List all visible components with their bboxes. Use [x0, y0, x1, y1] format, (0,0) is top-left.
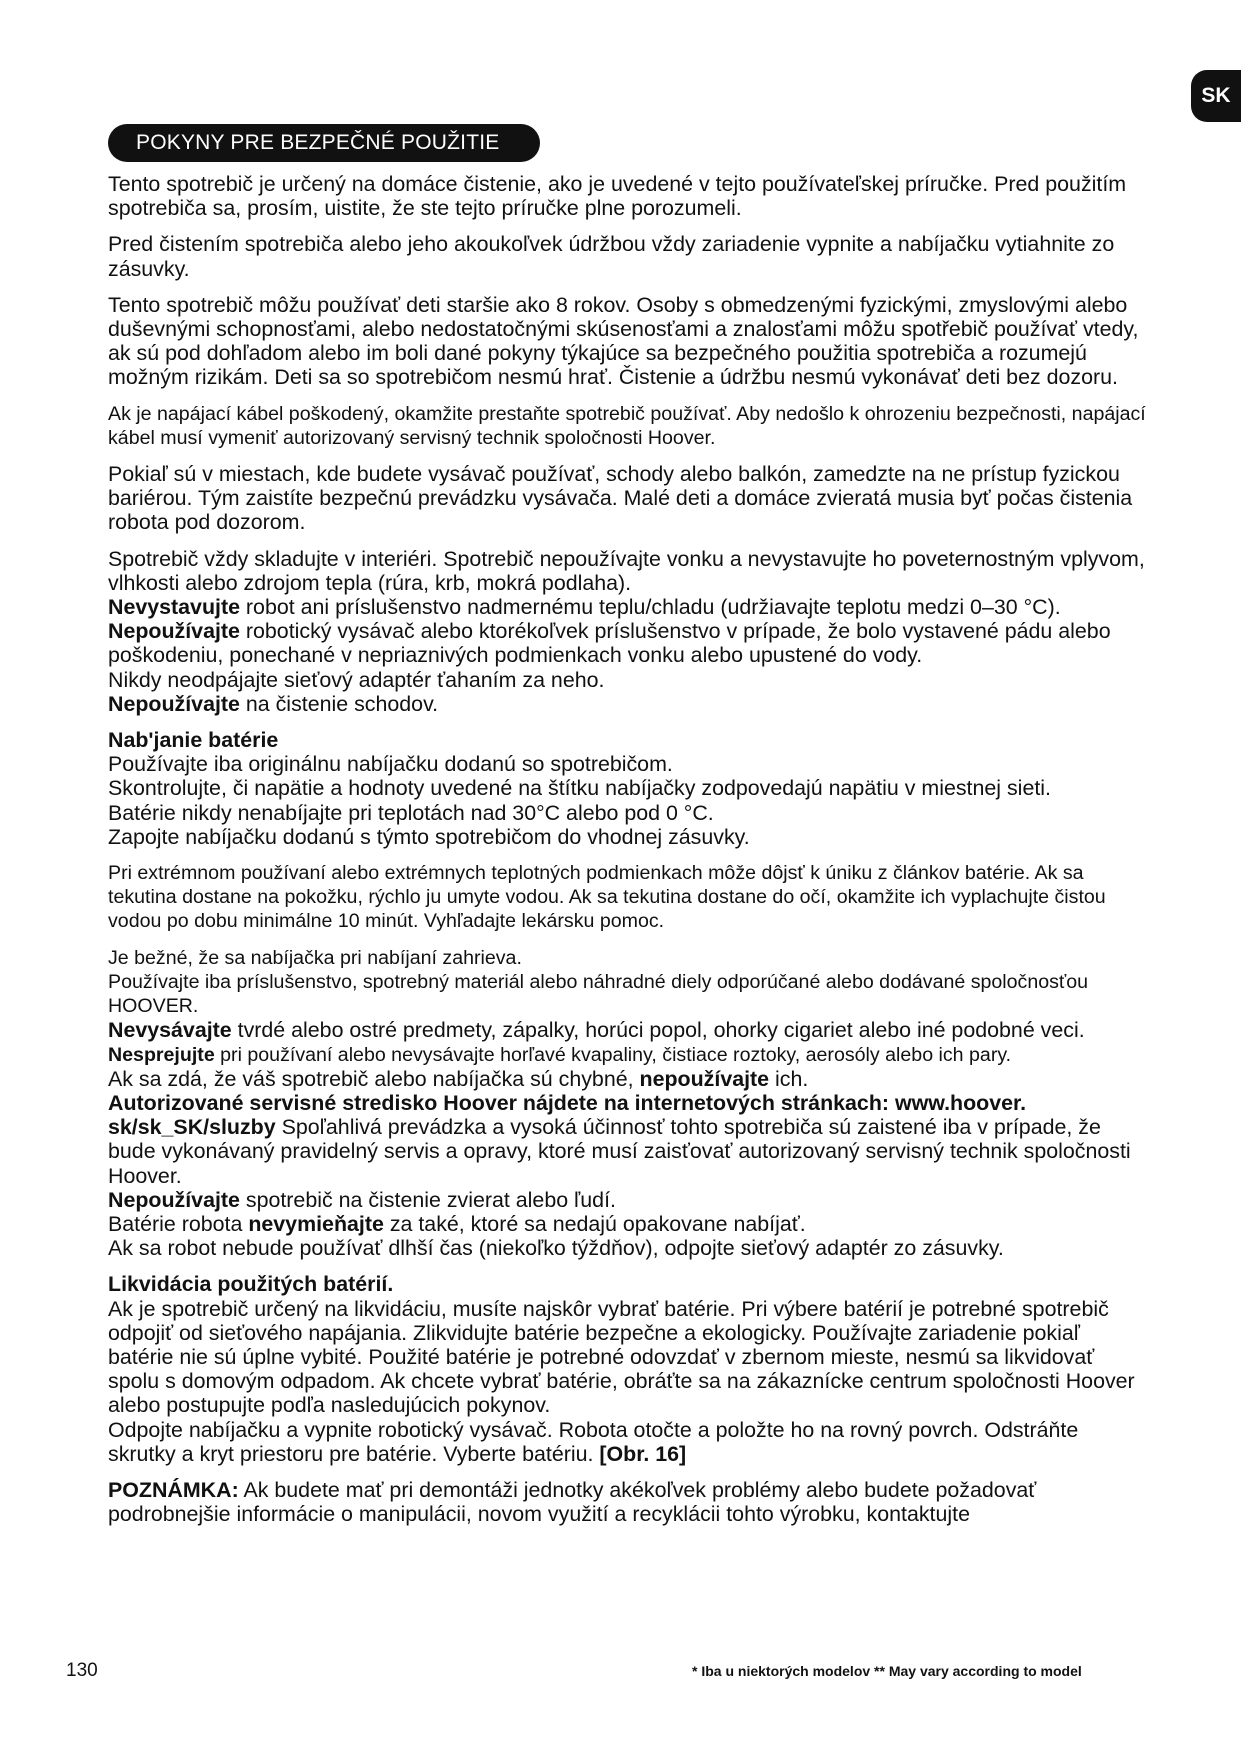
- paragraph: [108, 1212, 1148, 1236]
- bold-text: Nevysávajte: [108, 1018, 232, 1043]
- paragraph: Ak sa robot nebude používať dlhší čas (niekoľko týždňov), odpojte sieťový adaptér zo zásuvky.: [108, 1236, 1004, 1261]
- bold-text: nevymieňajte: [248, 1211, 384, 1236]
- bold-text: Nepoužívajte: [108, 691, 240, 716]
- text: tvrdé alebo ostré predmety, zápalky, horúci popol, ohorky cigariet alebo iné podobné veci.: [231, 1018, 1085, 1043]
- paragraph: [108, 1478, 1148, 1526]
- bold-text: Nesprejujte: [108, 1043, 215, 1066]
- text: Ak budete mať pri demontáži jednotky akékoľvek problémy alebo budete požadovať podrobnejšie informácie o manipulácii, novom využití a recyklácii tohto výrobku, kontaktujte: [108, 1477, 1037, 1527]
- text: robot ani príslušenstvo nadmernému teplu/chladu (udržiavajte teplotu medzi 0–30 °C).: [239, 595, 1061, 620]
- text: Odpojte nabíjačku a vypnite robotický vysávač. Robota otočte a položte ho na rovný povrch. Odstráňte skrutky a kryt priestoru pre batérie. Vyberte batériu.: [108, 1417, 1079, 1466]
- text: za také, ktoré sa nedajú opakovane nabíjať.: [383, 1211, 806, 1236]
- paragraph: Pri extrémnom používaní alebo extrémnych teplotných podmienkach môže dôjsť k úniku z článkov batérie. Ak sa tekutina dostane na pokožku, rýchlo ju umyte vodou. Ak sa tekutina dostane do očí, okamžite ich vyplachujte čistou vodou po dobu minimálne 10 minút. Vyhľadajte lekársku pomoc.: [108, 862, 1106, 933]
- paragraph: Je bežné, že sa nabíjačka pri nabíjaní zahrieva.: [108, 946, 522, 969]
- paragraph: [108, 1418, 1148, 1466]
- bold-text: Autorizované servisné stredisko Hoover nájdete na internetových stránkach: www.hoover. sk/sk_SK/sluzby: [108, 1090, 1027, 1140]
- section-heading: Likvidácia použitých batérií.: [108, 1272, 394, 1297]
- paragraph: Spotrebič vždy skladujte v interiéri. Spotrebič nepoužívajte vonku a nevystavujte ho poveternostným vplyvom, vlhkosti alebo zdrojom tepla (rúra, krb, mokrá podlaha).: [108, 546, 1145, 595]
- paragraph: Zapojte nabíjačku dodanú s týmto spotrebičom do vhodnej zásuvky.: [108, 824, 750, 849]
- bold-text: POZNÁMKA:: [108, 1477, 239, 1502]
- language-tab: SK: [1191, 70, 1241, 122]
- bold-text: Nevystavujte: [108, 595, 240, 620]
- document-body: [108, 172, 1148, 1526]
- paragraph: Tento spotrebič je určený na domáce čistenie, ako je uvedené v tejto používateľskej príručke. Pred použitím spotrebiča sa, prosím, uistite, že ste tejto príručke plne porozumeli.: [108, 172, 1127, 221]
- paragraph: Pokiaľ sú v miestach, kde budete vysávač používať, schody alebo balkón, zamedzte na ne prístup fyzickou bariérou. Tým zaistíte bezpečnú prevádzku vysávača. Malé deti a domáce zvieratá musia byť počas čistenia robota pod dozorom.: [108, 462, 1133, 535]
- paragraph: [108, 1043, 1148, 1067]
- text: spotrebič na čistenie zvierat alebo ľudí.: [239, 1187, 616, 1212]
- footnote: * Iba u niektorých modelov ** May vary according to model: [692, 1663, 1082, 1679]
- paragraph: Skontrolujte, či napätie a hodnoty uvedené na štítku nabíjačky zodpovedajú napätiu v miestnej sieti.: [108, 776, 1051, 801]
- paragraph: Pred čistením spotrebiča alebo jeho akoukoľvek údržbou vždy zariadenie vypnite a nabíjačku vytiahnite zo zásuvky.: [108, 232, 1115, 281]
- paragraph: Používajte iba príslušenstvo, spotrebný materiál alebo náhradné diely odporúčané alebo dodávané spoločnosťou HOOVER.: [108, 970, 1089, 1018]
- paragraph: Používajte iba originálnu nabíjačku dodanú so spotrebičom.: [108, 752, 673, 777]
- paragraph: Ak je spotrebič určený na likvidáciu, musíte najskôr vybrať batérie. Pri výbere batérií je potrebné spotrebič odpojiť od sieťového napájania. Zlikvidujte batérie bezpečne a ekologicky. Používajte zariadenie pokiaľ batérie nie sú úplne vybité. Použité batérie je potrebné odovzdať v zbernom mieste, nesmú sa likvidovať spolu s domovým odpadom. Ak chcete vybrať batérie, obráťte sa na zákaznícke centrum spoločnosti Hoover alebo postupujte podľa nasledujúcich pokynov.: [108, 1296, 1135, 1418]
- text: Batérie robota: [108, 1211, 249, 1236]
- page-number: 130: [66, 1660, 98, 1681]
- text: robotický vysávač alebo ktorékoľvek príslušenstvo v prípade, že bolo vystavené pádu alebo poškodeniu, ponechané v nepriaznivých podmienkach vonku alebo upustené do vody.: [108, 619, 1111, 668]
- bold-text: Nepoužívajte: [108, 619, 240, 644]
- paragraph: Nikdy neodpájajte sieťový adaptér ťahaním za neho.: [108, 667, 605, 692]
- paragraph: [108, 692, 1148, 716]
- text: Ak sa zdá, že váš spotrebič alebo nabíjačka sú chybné,: [108, 1066, 640, 1091]
- section-heading: Nab'janie batérie: [108, 728, 279, 753]
- text: pri používaní alebo nevysávajte horľavé kvapaliny, čistiace roztoky, aerosóly alebo ich pary.: [214, 1043, 1012, 1066]
- paragraph: [108, 1018, 1148, 1042]
- paragraph: [108, 1188, 1148, 1212]
- paragraph: [108, 1091, 1148, 1188]
- bold-text: [Obr. 16]: [599, 1441, 687, 1466]
- paragraph: [108, 595, 1148, 619]
- paragraph: [108, 1067, 1148, 1091]
- text: ich.: [769, 1066, 809, 1091]
- section-banner: POKYNY PRE BEZPEČNÉ POUŽITIE: [108, 124, 540, 162]
- bold-text: nepoužívajte: [639, 1066, 770, 1091]
- text: na čistenie schodov.: [239, 691, 439, 716]
- paragraph: [108, 619, 1148, 667]
- paragraph: Batérie nikdy nenabíjajte pri teplotách nad 30°C alebo pod 0 °C.: [108, 800, 714, 825]
- paragraph: Tento spotrebič môžu používať deti staršie ako 8 rokov. Osoby s obmedzenými fyzickými, zmyslovými alebo duševnými schopnosťami, alebo nedostatočnými skúsenosťami a znalosťami môžu spotřebič používať vtedy, ak sú pod dohľadom alebo im boli dané pokyny týkajúce sa bezpečného použitia spotrebiča a rozumejú možným rizikám. Deti sa so spotrebičom nesmú hrať. Čistenie a údržbu nesmú vykonávať deti bez dozoru.: [108, 292, 1139, 390]
- bold-text: Nepoužívajte: [108, 1187, 240, 1212]
- paragraph: Ak je napájací kábel poškodený, okamžite prestaňte spotrebič používať. Aby nedošlo k ohrozeniu bezpečnosti, napájací kábel musí vymeniť autorizovaný servisný technik spoločnosti Hoover.: [108, 402, 1146, 449]
- text: Spoľahlivá prevádzka a vysoká účinnosť tohto spotrebiča sú zaistené iba v prípade, že bude vykonávaný pravidelný servis a opravy, ktoré musí zaisťovať autorizovaný servisný technik spoločnosti Hoover.: [108, 1115, 1131, 1188]
